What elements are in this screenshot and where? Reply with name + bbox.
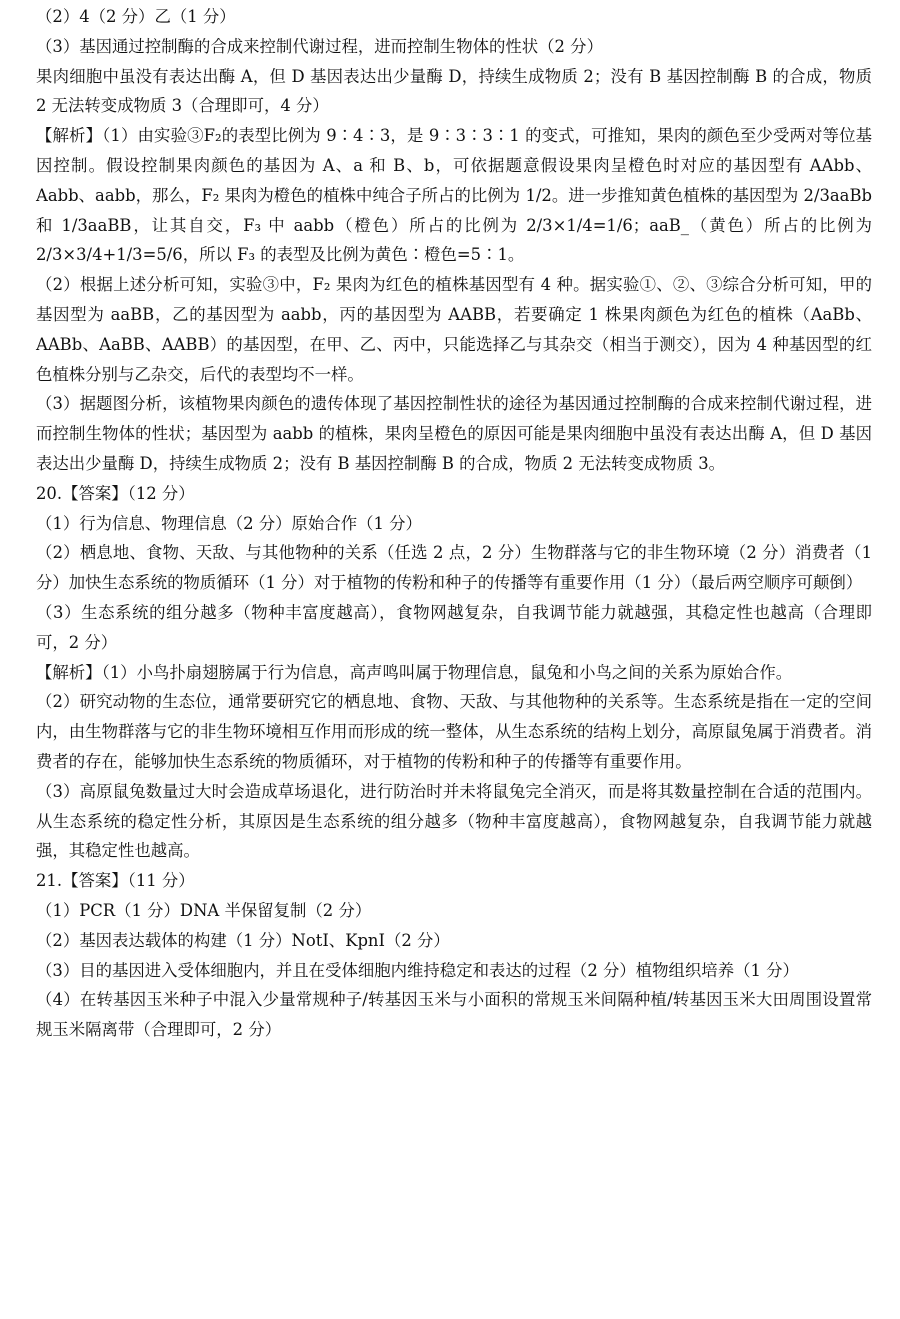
analysis-19-3: （3）据题图分析，该植物果肉颜色的遗传体现了基因控制性状的途径为基因通过控制酶的合成来控制代谢过程，进而控制生物体的性状；基因型为 aabb 的植株，果肉呈橙色的原因可能是果肉细胞中虽没有表达出酶 A，但 D 基因表达出少量酶 D，持续生成物质 2；没有 B 基因控制酶 B 的合成，物质 2 无法转变成物质 3。 [36, 394, 872, 473]
answer-21-heading: 21.【答案】（11 分） [36, 871, 195, 891]
answer-19-3-cont: 果肉细胞中虽没有表达出酶 A，但 D 基因表达出少量酶 D，持续生成物质 2；没有 B 基因控制酶 B 的合成，物质 2 无法转变成物质 3（合理即可，4 分） [36, 66, 872, 116]
analysis-19-1: 【解析】（1）由实验③F₂的表型比例为 9∶4∶3，是 9∶3∶3∶1 的变式，可推知，果肉的颜色至少受两对等位基因控制。假设控制果肉颜色的基因为 A、a 和 B、b，可依据题意假设果肉呈橙色时对应的基因型有 AAbb、Aabb、aabb，那么，F₂ 果肉为橙色的植株中纯合子所占的比例为 1/2。进一步推知黄色植株的基因型为 2/3aaBb 和 1/3aaBB，让其自交，F₃ 中 aabb（橙色）所占的比例为 2/3×1/4=1/6；aaB_（黄色）所占的比例为 2/3×3/4+1/3=5/6，所以 F₃ 的表型及比例为黄色∶橙色=5∶1。 [36, 126, 872, 265]
analysis-20-1: 【解析】（1）小鸟扑扇翅膀属于行为信息，高声鸣叫属于物理信息，鼠兔和小鸟之间的关系为原始合作。 [36, 662, 793, 682]
answer-20-3: （3）生态系统的组分越多（物种丰富度越高），食物网越复杂，自我调节能力就越强，其稳定性也越高（合理即可，2 分） [36, 602, 872, 652]
answer-20-1: （1）行为信息、物理信息（2 分）原始合作（1 分） [36, 513, 422, 533]
answer-21-4: （4）在转基因玉米种子中混入少量常规种子/转基因玉米与小面积的常规玉米间隔种植/转基因玉米大田周围设置常规玉米隔离带（合理即可，2 分） [36, 990, 872, 1040]
analysis-19-2: （2）根据上述分析可知，实验③中，F₂ 果肉为红色的植株基因型有 4 种。据实验①、②、③综合分析可知，甲的基因型为 aaBB，乙的基因型为 aabb，丙的基因型为 AABB，若要确定 1 株果肉颜色为红色的植株（AaBb、AABb、AaBB、AABB）的基因型，在甲、乙、丙中，只能选择乙与其杂交（相当于测交），因为 4 种基因型的红色植株分别与乙杂交，后代的表型均不一样。 [36, 275, 872, 384]
analysis-20-2: （2）研究动物的生态位，通常要研究它的栖息地、食物、天敌、与其他物种的关系等。生态系统是指在一定的空间内，由生物群落与它的非生物环境相互作用而形成的统一整体，从生态系统的结构上划分，高原鼠兔属于消费者。消费者的存在，能够加快生态系统的物质循环，对于植物的传粉和种子的传播等有重要作用。 [36, 692, 872, 771]
answer-19-3: （3）基因通过控制酶的合成来控制代谢过程，进而控制生物体的性状（2 分） [36, 36, 603, 56]
analysis-20-3: （3）高原鼠兔数量过大时会造成草场退化，进行防治时并未将鼠兔完全消灭，而是将其数量控制在合适的范围内。从生态系统的稳定性分析，其原因是生态系统的组分越多（物种丰富度越高），食物网越复杂，自我调节能力就越强，其稳定性也越高。 [36, 781, 872, 861]
answer-19-2: （2）4（2 分）乙（1 分） [36, 7, 236, 26]
answer-21-3: （3）目的基因进入受体细胞内，并且在受体细胞内维持稳定和表达的过程（2 分）植物组织培养（1 分） [36, 960, 799, 980]
answer-20-2: （2）栖息地、食物、天敌、与其他物种的关系（任选 2 点，2 分）生物群落与它的非生物环境（2 分）消费者（1 分）加快生态系统的物质循环（1 分）对于植物的传粉和种子的传播等有重要作用（1 分）（最后两空顺序可颠倒） [36, 543, 872, 593]
answer-20-heading: 20.【答案】（12 分） [36, 483, 195, 503]
answer-21-1: （1）PCR（1 分）DNA 半保留复制（2 分） [36, 900, 372, 920]
answer-21-2: （2）基因表达载体的构建（1 分）NotI、KpnI（2 分） [36, 930, 450, 950]
